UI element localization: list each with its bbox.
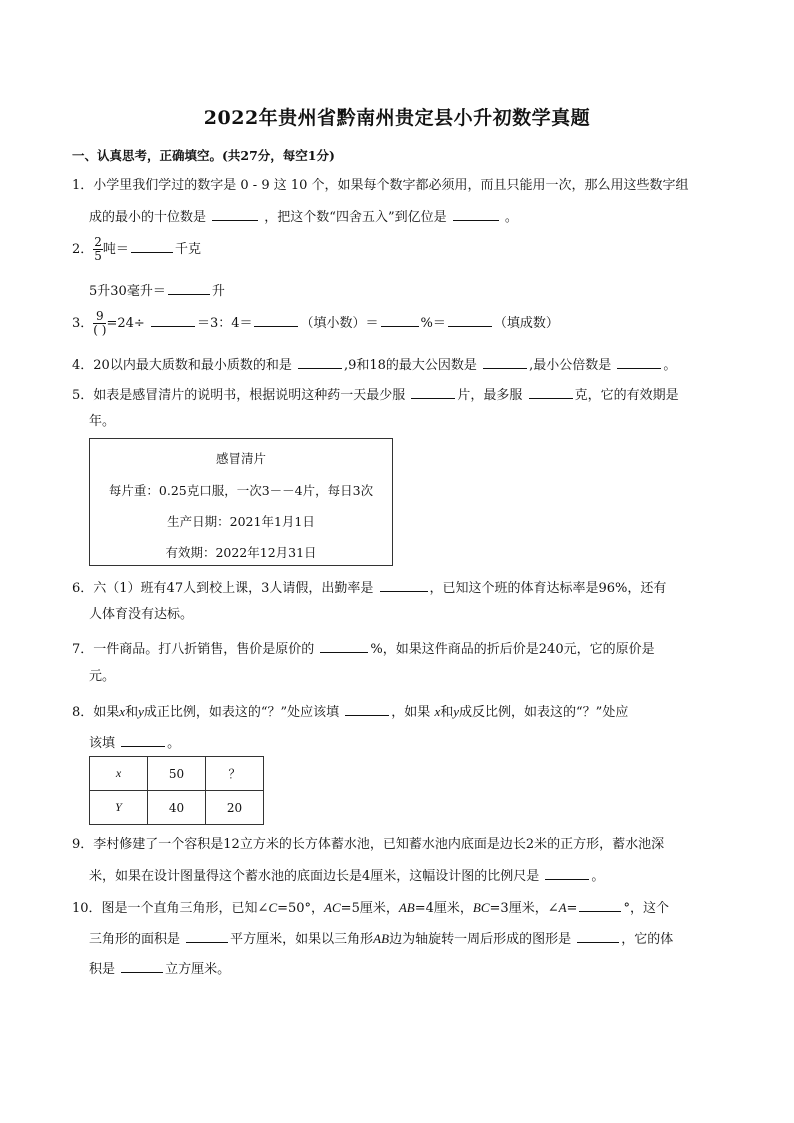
- q9-blank-1[interactable]: [545, 865, 589, 880]
- q4-blank-1[interactable]: [298, 354, 342, 369]
- q8-text-4: ，如果: [391, 705, 431, 720]
- q7-text-1: 7．一件商品。打八折销售，售价是原价的: [72, 642, 315, 657]
- q10-var-ab-2: AB: [373, 931, 390, 946]
- question-1-line-2: [89, 206, 518, 227]
- q3-text-2: ＝3：4＝: [196, 316, 253, 331]
- page-title: 2022年贵州省黔南州贵定县小升初数学真题: [203, 107, 591, 129]
- q10-text-8: 三角形的面积是: [89, 932, 181, 947]
- q8-var-y-2: y: [453, 704, 460, 719]
- q6-text-1: 6．六（1）班有47人到校上课，3人请假，出勤率是: [72, 581, 374, 596]
- medicine-info-box: [89, 438, 393, 566]
- q2-number: 2．: [72, 242, 94, 257]
- section-heading: 一、认真思考，正确填空。(共27分，每空1分): [72, 148, 335, 163]
- q10-text-9: 平方厘米，如果以三角形: [230, 932, 374, 947]
- q3-number: 3．: [72, 316, 94, 331]
- q2-text-a: 吨＝: [102, 242, 129, 257]
- question-2-line-2: [89, 280, 225, 301]
- q10-blank-3[interactable]: [577, 928, 619, 943]
- q1-text-b: ，把这个数“四舍五入”到亿位是: [264, 210, 447, 225]
- question-10-line-1: [72, 897, 669, 918]
- q8-text-6: 成反比例，如表这的“？”处应: [459, 705, 629, 720]
- table-cell-y-label: Y: [90, 791, 148, 825]
- info-box-expiry: 有效期：2022年12月31日: [165, 545, 317, 560]
- q8-text-8: 。: [167, 736, 181, 751]
- q2-blank-1[interactable]: [131, 238, 173, 253]
- q10-var-bc: BC: [472, 900, 490, 915]
- q3-fraction: [93, 310, 106, 337]
- q3-blank-3[interactable]: [381, 312, 419, 327]
- q6-text-2: ，已知这个班的体育达标率是96%，还有: [429, 581, 667, 596]
- question-7-line-2: 元。: [89, 669, 116, 684]
- q10-blank-4[interactable]: [121, 958, 163, 973]
- q10-text-7: °，这个: [623, 901, 669, 916]
- question-10-line-3: [89, 958, 230, 979]
- q2-text-b: 5升30毫升＝: [89, 284, 166, 299]
- q8-text-2: 和: [125, 705, 139, 720]
- q5-text-2: 片，最多服: [457, 388, 523, 403]
- question-3: [72, 310, 559, 337]
- question-8-line-1: [72, 701, 628, 722]
- q2-unit-b: 升: [211, 284, 225, 299]
- q10-text-13: 立方厘米。: [165, 962, 231, 977]
- q7-text-2: %，如果这件商品的折后价是240元，它的原价是: [370, 642, 655, 657]
- q5-text-1: 5．如表是感冒清片的说明书，根据说明这种药一天最少服: [72, 388, 406, 403]
- q4-text-3: ,最小公倍数是: [529, 358, 612, 373]
- q5-text-3: 克，它的有效期是: [574, 388, 679, 403]
- question-5-line-2: 年。: [89, 414, 116, 429]
- q10-text-12: 积是: [89, 962, 116, 977]
- table-cell-y-1: 40: [148, 791, 206, 825]
- q8-text-5: 和: [440, 705, 454, 720]
- question-5-line-1: [72, 384, 679, 405]
- q1-text-c: 。: [504, 210, 518, 225]
- question-8-line-2: [89, 732, 180, 753]
- q10-var-a: A: [558, 900, 567, 915]
- q8-blank-2[interactable]: [121, 732, 165, 747]
- q10-text-10: 边为轴旋转一周后形成的图形是: [389, 932, 572, 947]
- q3-text-4: %＝: [420, 316, 446, 331]
- q2-fraction-denominator: 5: [94, 249, 102, 263]
- question-6-line-2: 人体育没有达标。: [89, 607, 194, 622]
- q2-fraction-numerator: 2: [94, 235, 102, 249]
- q1-text-a: 成的最小的十位数是: [89, 210, 207, 225]
- q4-blank-3[interactable]: [617, 354, 661, 369]
- q9-text-2: 。: [591, 869, 605, 884]
- q9-text-1: 米，如果在设计图量得这个蓄水池的底面边长是4厘米，这幅设计图的比例尺是: [89, 869, 540, 884]
- question-4: [72, 354, 676, 375]
- q8-text-3: 成正比例，如表这的“？”处应该填: [143, 705, 340, 720]
- q7-blank-1[interactable]: [320, 638, 368, 653]
- q4-text-4: 。: [663, 358, 677, 373]
- xy-table: [89, 756, 264, 825]
- q10-text-4: =4厘米，: [414, 901, 473, 916]
- question-2-line-1: [72, 236, 201, 263]
- q3-blank-4[interactable]: [448, 312, 492, 327]
- q3-fraction-numerator: 9: [93, 310, 106, 324]
- q10-text-3: =5厘米，: [340, 901, 399, 916]
- q5-blank-1[interactable]: [411, 384, 455, 399]
- q2-blank-2[interactable]: [168, 280, 210, 295]
- question-7-line-1: [72, 638, 655, 659]
- info-box-production-date: 生产日期：2021年1月1日: [167, 514, 315, 529]
- question-9-line-1: 9．李村修建了一个容积是12立方米的长方体蓄水池，已知蓄水池内底面是边长2米的正方形，蓄水池深: [72, 837, 665, 852]
- table-cell-x-label: x: [90, 757, 148, 791]
- table-cell-x-2: ？: [206, 757, 264, 791]
- q1-blank-2[interactable]: [453, 206, 499, 221]
- q4-text-2: ,9和18的最大公因数是: [343, 358, 477, 373]
- q4-blank-2[interactable]: [483, 354, 527, 369]
- q8-text-7: 该填: [89, 736, 116, 751]
- q8-var-y: y: [138, 704, 144, 719]
- q10-text-11: ，它的体: [621, 932, 674, 947]
- question-1-line-1: 1．小学里我们学过的数字是 0 - 9 这 10 个，如果每个数字都必须用，而且只能用一次，那么用这些数字组: [72, 178, 689, 193]
- question-9-line-2: [89, 865, 604, 886]
- q10-blank-2[interactable]: [186, 928, 228, 943]
- info-box-title: 感冒清片: [215, 451, 266, 466]
- q1-blank-1[interactable]: [212, 206, 258, 221]
- q10-text-6: =: [566, 901, 578, 916]
- q8-text-1: 8．如果: [72, 705, 120, 720]
- q10-var-ac: AC: [324, 900, 341, 915]
- q10-text-2: =50°，: [277, 901, 325, 916]
- q2-unit-a: 千克: [174, 242, 201, 257]
- question-6-line-1: [72, 577, 666, 598]
- q10-text-5: =3厘米，∠: [489, 901, 559, 916]
- q3-blank-1[interactable]: [151, 312, 195, 327]
- q10-text-1: 10．图是一个直角三角形，已知∠: [72, 901, 269, 916]
- q10-var-c: C: [268, 900, 278, 915]
- q8-var-x-2: x: [434, 704, 441, 719]
- q4-text-1: 4．20以内最大质数和最小质数的和是: [72, 358, 292, 373]
- q8-blank-1[interactable]: [345, 701, 389, 716]
- table-row: [90, 791, 264, 825]
- q10-var-ab: AB: [398, 900, 415, 915]
- q3-text-5: （填成数）: [493, 316, 559, 331]
- table-cell-x-1: 50: [148, 757, 206, 791]
- table-row: [90, 757, 264, 791]
- q10-blank-1[interactable]: [579, 897, 621, 912]
- q3-text-3: （填小数）＝: [300, 316, 379, 331]
- q8-var-x: x: [119, 704, 126, 719]
- q5-blank-2[interactable]: [529, 384, 573, 399]
- q3-fraction-denominator: ( ): [93, 323, 107, 337]
- q3-text-1: =24÷: [106, 316, 145, 331]
- q3-blank-2[interactable]: [254, 312, 298, 327]
- info-box-dosage: 每片重：0.25克口服，一次3－－4片，每日3次: [108, 483, 374, 498]
- table-cell-y-2: 20: [206, 791, 264, 825]
- q6-blank-1[interactable]: [380, 577, 428, 592]
- q2-fraction: [93, 236, 103, 263]
- question-10-line-2: [89, 928, 673, 949]
